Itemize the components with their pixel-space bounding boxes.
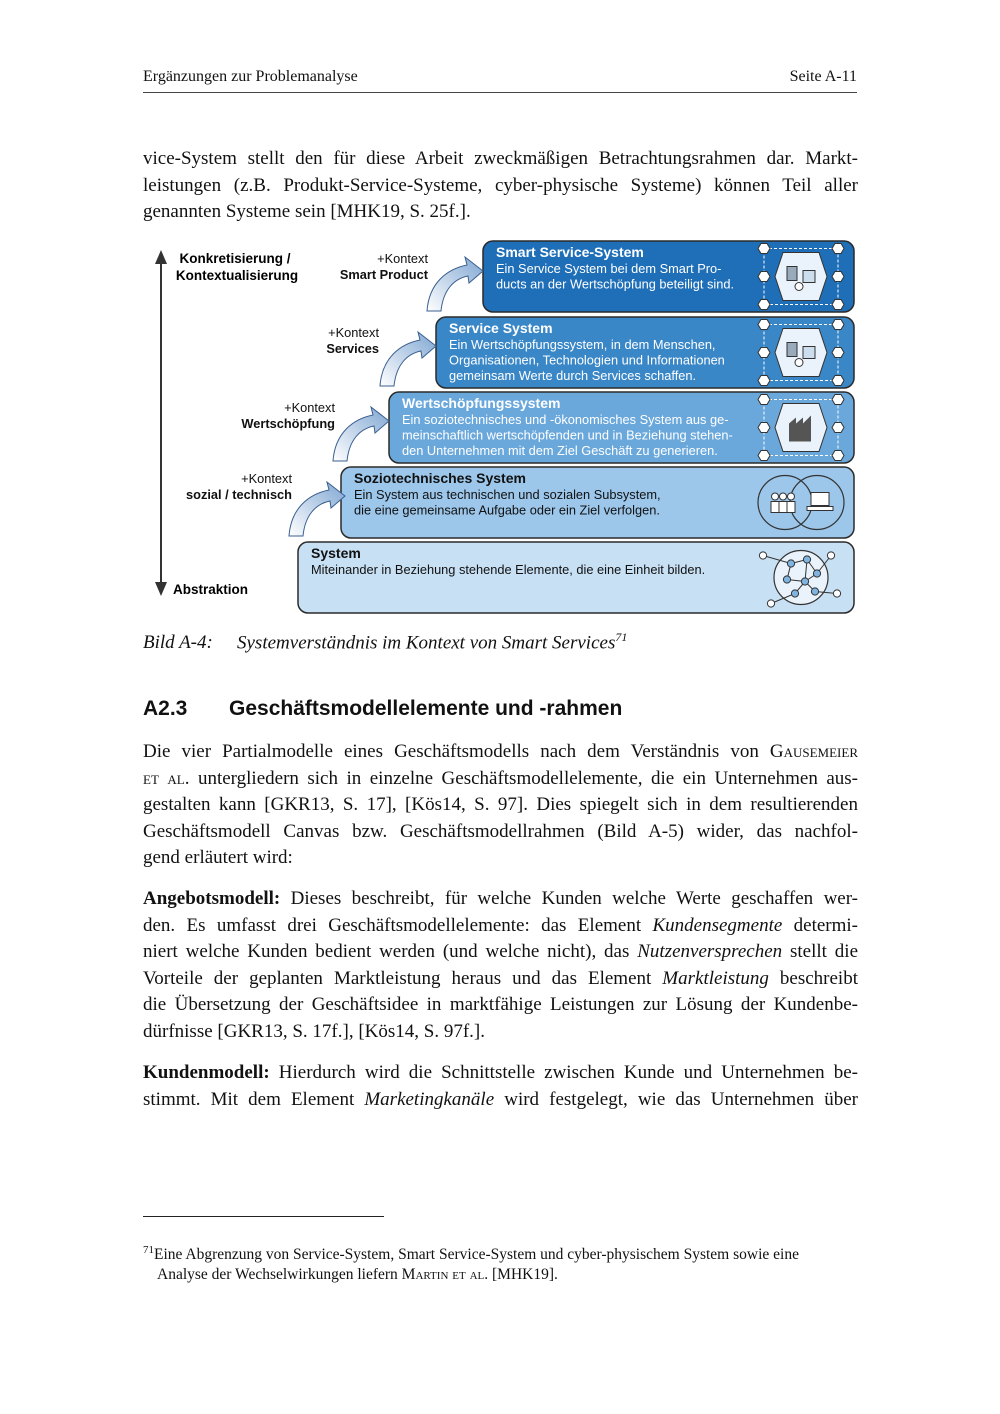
context-label: Wertschöpfung [241,416,335,431]
level-title: Soziotechnisches System [354,470,526,486]
paragraph-partialmodelle [143,739,858,872]
author-etal: et al. [143,767,190,789]
level-description: meinschaftlich wertschöpfenden und in Beziehung stehen- [402,427,733,443]
level-smart-service-system [340,241,854,312]
term-angebotsmodell: Angebotsmodell: [143,888,281,909]
paragraph-kundenmodell [143,1060,858,1113]
level-description: Ein System aus technischen und sozialen Subsystem, [354,487,661,502]
context-label: +Kontext [284,400,335,415]
context-arrow [380,332,436,386]
footnote: $^{71}$Eine Abgrenzung von Service-System, Smart Service-System und cyber-physischem System sowie eine Analyse der Wechselwirkungen liefern Martin et al. [MHK19]. [143,1244,799,1284]
intro-line: leistungen (z.B. Produkt-Service-Systeme, cyber-physische Systeme) können Teil aller [143,174,858,196]
section-title: Geschäftsmodellelemente und -rahmen [229,697,623,720]
level-description: gemeinsam Werte durch Services schaffen. [449,368,697,383]
level-title: Service System [449,320,553,336]
running-title: Ergänzungen zur Problemanalyse [143,68,358,85]
context-label: +Kontext [377,251,428,266]
context-arrow [427,257,483,311]
text-line: gestalten kann [GKR13, S. 17], [Kös14, S. 97]. Dies spiegelt sich in dem resultierenden [143,794,858,816]
author-name: Gausemeier [769,741,858,762]
caption-text: Systemverständnis im Kontext von Smart Services [237,632,616,654]
text-line: Vorteile der geplanten Marktleistung heraus und das Element Marktleistung beschreibt [143,967,858,989]
level-system [298,542,854,613]
axis-bottom-label: Abstraktion [173,582,249,597]
text-line: stimmt. Mit dem Element Marketingkanäle wird festgelegt, wie das Unternehmen über [143,1088,858,1110]
level-description: Ein Wertschöpfungssystem, in dem Menschen, [449,337,716,352]
level-description: Ein soziotechnisches und -ökonomisches System aus ge- [402,412,729,427]
level-description: Miteinander in Beziehung stehende Elemente, die eine Einheit bilden. [311,562,706,577]
section-number: A2.3 [143,697,188,720]
page-header [143,66,857,93]
text-line: den. Es umfasst drei Geschäftsmodellelemente: das Element Kundensegmente determi- [143,914,859,936]
term-kundenmodell: Kundenmodell: [143,1062,270,1083]
context-arrow [333,407,389,461]
level-wertschöpfungssystem [241,392,854,463]
footnote-ref: 71 [615,630,628,644]
footnote-rule [143,1216,384,1217]
text-line: Geschäftsmodell Canvas bzw. Geschäftsmodellrahmen (Bild A-5) wider, das nachfol- [143,820,858,842]
text-line: et al. untergliedern sich in einzelne Geschäftsmodellelemente, die ein Unternehmen aus- [143,767,858,789]
level-description: den Unternehmen mit dem Ziel Geschäft zu generieren. [402,443,718,458]
context-label: Services [326,341,379,356]
level-description: Organisationen, Technologien und Informationen [449,352,725,368]
axis-top-label: Kontextualisierung [175,268,299,283]
context-label: sozial / technisch [186,487,292,502]
abstraction-axis [155,250,167,596]
level-soziotechnisches-system [186,467,854,538]
context-label: +Kontext [328,325,379,340]
figure-caption [143,630,627,654]
level-description: ducts an der Wertschöpfung beteiligt sind. [496,276,735,292]
context-label: Smart Product [339,267,428,282]
text-line: dürfnisse [GKR13, S. 17f.], [Kös14, S. 97f.]. [143,1020,485,1042]
context-label: +Kontext [241,471,292,486]
text-line: die Übersetzung der Geschäftsidee in marktfähige Leistungen zur Lösung der Kundenbe- [143,994,858,1016]
level-title: System [311,545,361,561]
intro-line: genannten Systeme sein [MHK19, S. 25f.]. [143,201,471,223]
section-heading [143,697,622,721]
paragraph-angebotsmodell [143,886,858,1046]
level-title: Smart Service-System [496,244,644,260]
text-line: gend erläutert wird: [143,847,293,869]
text-line: Kundenmodell: Hierdurch wird die Schnittstelle zwischen Kunde und Unternehmen be- [143,1062,858,1083]
text-line: Angebotsmodell: Dieses beschreibt, für welche Kunden welche Werte geschaffen wer- [143,888,858,909]
caption-number: Bild A-4: [143,632,213,654]
author-name: Martin et al. [401,1266,489,1284]
text-line: niert welche Kunden bedient werden (und welche nicht), das Nutzenversprechen stellt die [143,941,858,963]
footnote-number: 71 [143,1244,154,1256]
level-description: die eine gemeinsame Aufgabe oder ein Ziel verfolgen. [354,502,660,518]
page-number: Seite A-11 [789,68,857,85]
system-hierarchy-diagram [143,236,858,616]
text-line: Die vier Partialmodelle eines Geschäftsmodells nach dem Verständnis von Gausemeier [143,741,858,762]
intro-line: vice-System stellt den für diese Arbeit zweckmäßigen Betrachtungsrahmen dar. Markt- [143,148,858,169]
level-description: Ein Service System bei dem Smart Pro- [496,261,722,276]
intro-paragraph [143,146,858,226]
axis-top-label: Konkretisierung / [179,251,291,266]
context-arrow [289,482,345,536]
level-title: Wertschöpfungssystem [402,395,561,411]
level-service-system [326,317,854,388]
